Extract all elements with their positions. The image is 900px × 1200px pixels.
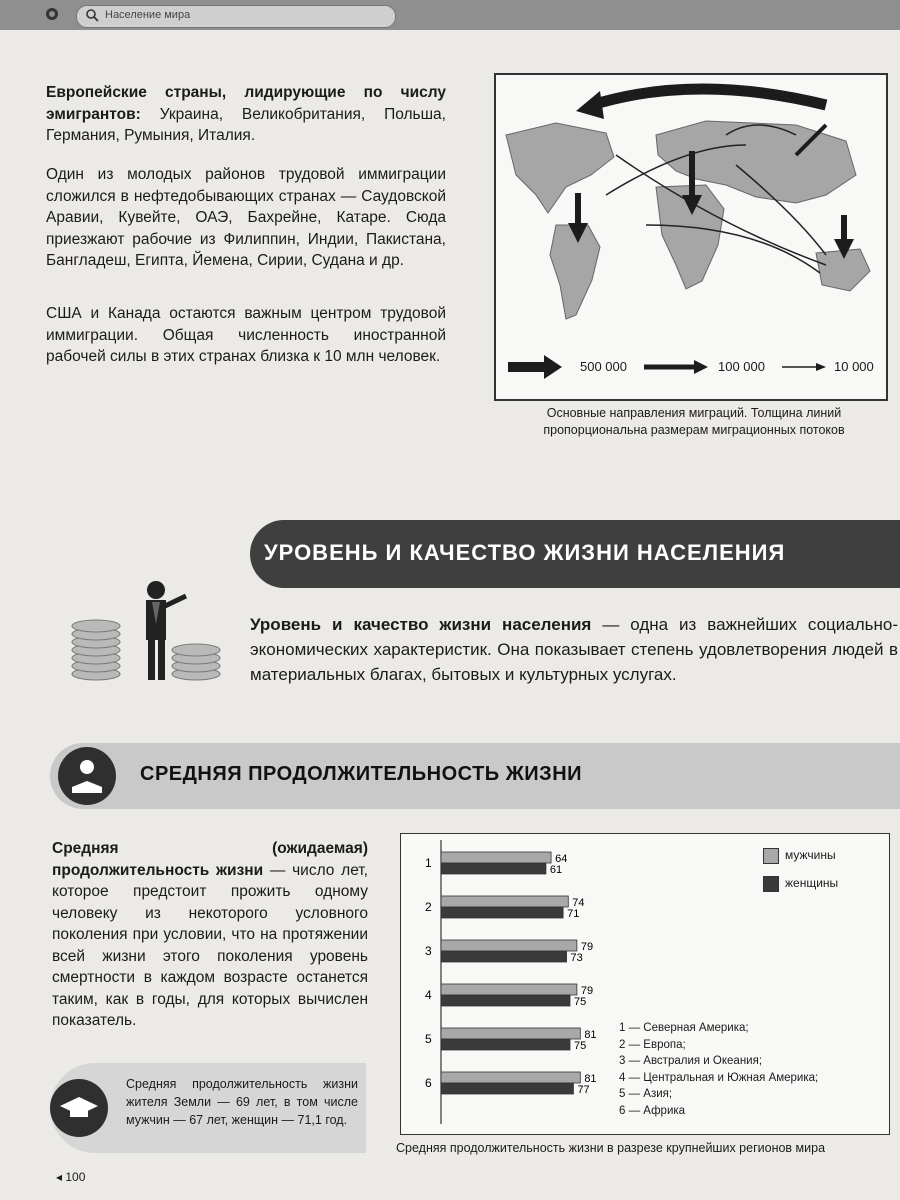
bar-men bbox=[441, 940, 577, 951]
region-legend bbox=[619, 1020, 818, 1119]
bar-value-label: 75 bbox=[574, 996, 587, 1008]
reader-icon bbox=[58, 747, 116, 805]
category-label: 6 bbox=[425, 1076, 432, 1090]
bar-value-label: 77 bbox=[577, 1084, 590, 1096]
bar-women bbox=[441, 1039, 570, 1050]
bar-value-label: 74 bbox=[572, 897, 585, 909]
legend-value-small: 10 000 bbox=[834, 359, 874, 374]
bar-women bbox=[441, 863, 546, 874]
legend-label-men: мужчины bbox=[785, 848, 836, 862]
fact-box bbox=[50, 1063, 366, 1153]
bar-women bbox=[441, 907, 563, 918]
legend-value-large: 500 000 bbox=[580, 359, 627, 374]
bar-value-label: 64 bbox=[555, 853, 568, 865]
businessman-coins-illustration bbox=[66, 578, 236, 688]
oil-paragraph: Один из молодых районов трудовой иммиграции сложился в нефтедобывающих странах — Саудовской Аравии, Кувейте, ОАЭ, Бахрейне, Катаре. Сюда приезжают рабочие из Филиппин, Индии, Пакистана, Бангладеш, Египта, Йемена, Сирии, Судана и др. bbox=[46, 166, 446, 269]
bar-value-label: 81 bbox=[584, 1029, 597, 1041]
region-legend-item: 3 — Австралия и Океания; bbox=[619, 1055, 763, 1067]
bar-women bbox=[441, 951, 567, 962]
level-banner bbox=[250, 520, 900, 588]
bar-value-label: 75 bbox=[574, 1040, 587, 1052]
legend-swatch-men bbox=[763, 848, 779, 864]
usa-paragraph: США и Канада остаются важным центром трудовой иммиграции. Общая численность иностранной рабочей силы в этих странах близка к 10 млн человек. bbox=[46, 305, 446, 365]
globe-icon bbox=[44, 6, 60, 22]
page-number-value: 100 bbox=[65, 1170, 86, 1184]
region-legend-item: 1 — Северная Америка; bbox=[619, 1022, 749, 1034]
category-label: 5 bbox=[425, 1032, 432, 1046]
life-expectancy-chart bbox=[400, 833, 890, 1135]
life-bold: Средняя (ожидаемая) продолжительность жизни bbox=[52, 840, 368, 879]
bar-men bbox=[441, 852, 551, 863]
emigrants-bold: Европейские страны, лидирующие по числу эмигрантов: bbox=[46, 84, 446, 123]
category-label: 2 bbox=[425, 900, 432, 914]
bar-value-label: 81 bbox=[584, 1073, 597, 1085]
region-legend-item: 4 — Центральная и Южная Америка; bbox=[619, 1071, 819, 1084]
migration-map bbox=[494, 73, 888, 401]
level-text: — одна из важнейших социально-экономических характеристик. Она показывает степень удовлетворения людей в материальных благах, бытовых и культурных услугах. bbox=[250, 615, 898, 684]
bar-value-label: 71 bbox=[567, 908, 580, 920]
bar-men bbox=[441, 896, 568, 907]
chart-caption: Средняя продолжительность жизни в разрезе крупнейших регионов мира bbox=[396, 1141, 826, 1155]
bar-women bbox=[441, 995, 570, 1006]
bar-value-label: 61 bbox=[549, 864, 563, 876]
search-field[interactable] bbox=[76, 5, 396, 28]
graduation-cap-icon bbox=[50, 1079, 108, 1137]
region-legend-item: 5 — Азия; bbox=[619, 1088, 673, 1100]
category-label: 1 bbox=[425, 856, 432, 870]
bar-women bbox=[441, 1083, 573, 1094]
category-label: 3 bbox=[425, 944, 432, 958]
bar-men bbox=[441, 984, 577, 995]
legend-label-women: женщины bbox=[785, 876, 839, 890]
header-bar bbox=[0, 0, 900, 30]
life-paragraph bbox=[52, 838, 368, 1032]
life-text: — число лет, которое предстоит прожить одному человеку из некоторого условного поколения при условии, что на протяжении всей жизни этого поколения уровень смертности в каждом возрасте останется таким, как в годы, для которых вычислен показатель. bbox=[52, 861, 368, 1029]
bar-men bbox=[441, 1028, 580, 1039]
emigrants-paragraph bbox=[46, 82, 446, 147]
region-legend-item: 2 — Европа; bbox=[619, 1038, 686, 1051]
bar-value-label: 79 bbox=[580, 941, 594, 953]
search-text: Население мира bbox=[105, 9, 191, 21]
life-banner bbox=[50, 743, 900, 809]
level-paragraph bbox=[250, 612, 898, 687]
emigrants-text: Украина, Великобритания, Польша, Германия, Румыния, Италия. bbox=[46, 105, 446, 144]
bar-value-label: 73 bbox=[570, 952, 583, 964]
legend-swatch-women bbox=[763, 876, 779, 892]
region-legend-item: 6 — Африка bbox=[619, 1104, 686, 1117]
bar-men bbox=[441, 1072, 580, 1083]
page-number: ◂ 100 bbox=[56, 1170, 86, 1184]
level-bold: Уровень и качество жизни населения bbox=[250, 615, 592, 634]
life-title: СРЕДНЯЯ ПРОДОЛЖИТЕЛЬНОСТЬ ЖИЗНИ bbox=[140, 763, 583, 785]
search-icon bbox=[85, 8, 99, 22]
legend-value-medium: 100 000 bbox=[718, 359, 765, 374]
level-title: УРОВЕНЬ И КАЧЕСТВО ЖИЗНИ НАСЕЛЕНИЯ bbox=[264, 540, 786, 565]
fact-text: Средняя продолжительность жизни жителя Земли — 69 лет, в том числе мужчин — 67 лет, женщин — 71,1 год. bbox=[126, 1077, 358, 1127]
world-map-graphic bbox=[496, 75, 886, 399]
category-label: 4 bbox=[425, 988, 432, 1002]
bar-value-label: 79 bbox=[580, 985, 594, 997]
map-caption: Основные направления миграций. Толщина линий пропорциональна размерам миграционных потоков bbox=[543, 406, 845, 437]
